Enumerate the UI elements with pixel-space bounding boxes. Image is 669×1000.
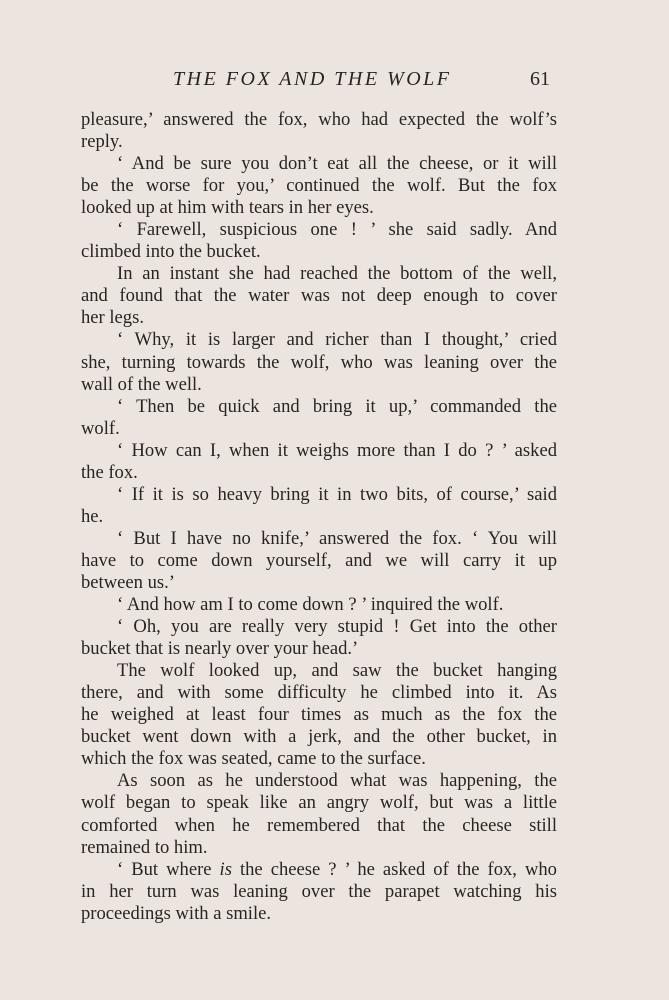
- text-line: be the worse for you,’ continued the wolf. But the fox: [81, 175, 557, 197]
- text-line: she, turning towards the wolf, who was leaning over the: [81, 351, 557, 373]
- text-line: ‘ But I have no knife,’ answered the fox. ‘ You will: [117, 527, 557, 549]
- running-title: THE FOX AND THE WOLF: [173, 68, 452, 90]
- text-line: and found that the water was not deep enough to cover: [81, 285, 557, 307]
- page-number: 61: [530, 68, 550, 90]
- text-line: bucket that is nearly over your head.’: [81, 638, 359, 660]
- text-line: ‘ And how am I to come down ? ’ inquired the wolf.: [117, 594, 504, 616]
- text-line: he weighed at least four times as much as the fox the: [81, 704, 557, 726]
- text-line: between us.’: [81, 571, 175, 593]
- text-line: in her turn was leaning over the parapet watching his: [81, 880, 557, 902]
- text-line: climbed into the bucket.: [81, 241, 261, 263]
- text-line: the fox.: [81, 461, 138, 483]
- page-header: [0, 68, 669, 96]
- text-line: comforted when he remembered that the cheese still: [81, 814, 557, 836]
- text-line: which the fox was seated, came to the surface.: [81, 748, 426, 770]
- text-line: proceedings with a smile.: [81, 902, 272, 924]
- text-line: he.: [81, 505, 104, 527]
- text-line: pleasure,’ answered the fox, who had expected the wolf’s: [81, 109, 557, 130]
- text-line: ‘ If it is so heavy bring it in two bits, of course,’ said: [117, 483, 557, 505]
- text-line: wolf began to speak like an angry wolf, but was a little: [81, 792, 557, 814]
- text-line: ‘ And be sure you don’t eat all the cheese, or it will: [117, 153, 557, 175]
- text-line: bucket went down with a jerk, and the other bucket, in: [81, 726, 557, 748]
- text-line: wolf.: [81, 417, 120, 439]
- emphasis: is: [219, 858, 232, 880]
- text-line: looked up at him with tears in her eyes.: [81, 197, 374, 219]
- text-line: ‘ How can I, when it weighs more than I do ? ’ asked: [117, 439, 557, 461]
- body-text: [81, 109, 557, 925]
- text-line: ‘ But where is the cheese ? ’ he asked of the fox, who: [117, 858, 557, 880]
- text-line: ‘ Oh, you are really very stupid ! Get into the other: [117, 616, 557, 638]
- text-line: ‘ Why, it is larger and richer than I thought,’ cried: [117, 329, 557, 351]
- text-line: ‘ Farewell, suspicious one ! ’ she said sadly. And: [117, 219, 557, 241]
- text-line: remained to him.: [81, 836, 208, 858]
- text-line: have to come down yourself, and we will carry it up: [81, 549, 557, 571]
- text-line: her legs.: [81, 307, 144, 329]
- text-line: ‘ Then be quick and bring it up,’ commanded the: [117, 395, 557, 417]
- text-line: reply.: [81, 131, 123, 153]
- text-line: there, and with some difficulty he climbed into it. As: [81, 682, 557, 704]
- text-line: In an instant she had reached the bottom of the well,: [117, 263, 557, 285]
- text-line: The wolf looked up, and saw the bucket hanging: [117, 660, 557, 682]
- text-line: wall of the well.: [81, 373, 202, 395]
- text-line: As soon as he understood what was happening, the: [117, 770, 557, 792]
